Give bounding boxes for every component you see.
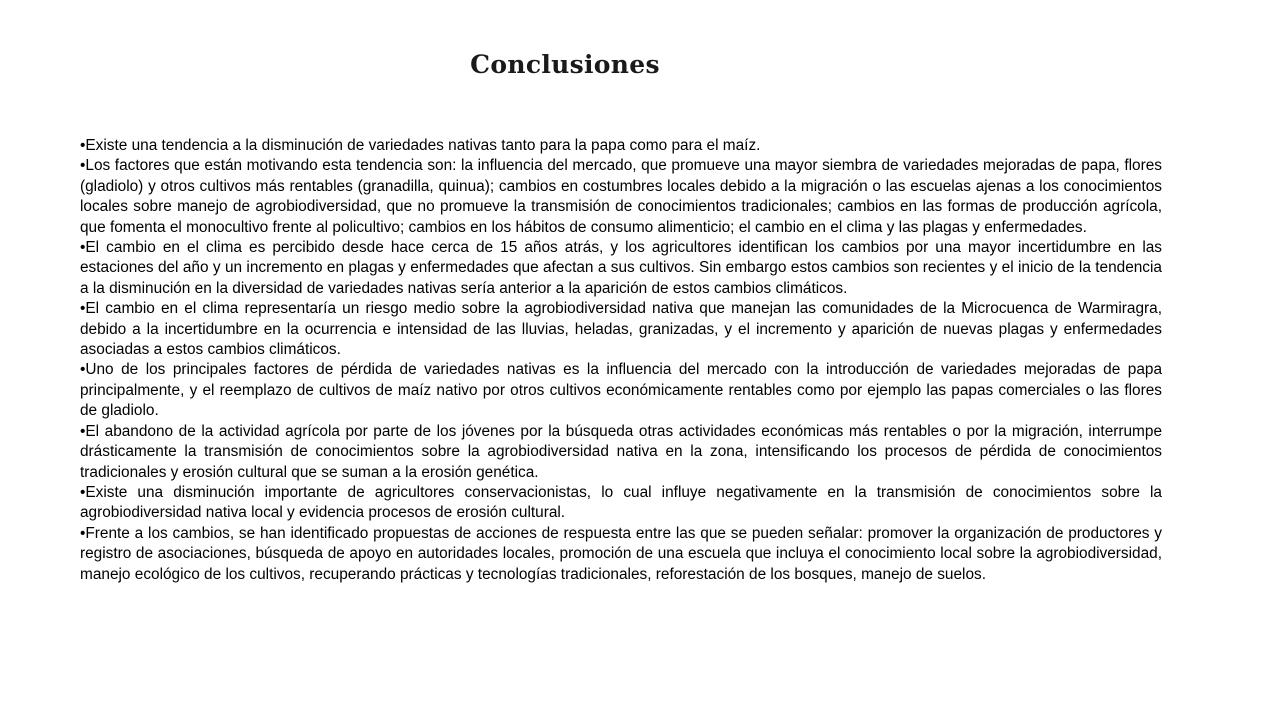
list-item: •El cambio en el clima representaría un riesgo medio sobre la agrobiodiversidad nativa que manejan las comunidades de la Microcuenca de Warmiragra, debido a la incertidumbre en la ocurrencia e intensidad de las lluvias, heladas, granizadas, y el incremento y aparición de nuevas plagas y enfermedades asociadas a estos cambios climáticos. (80, 300, 1162, 359)
list-item: •Existe una disminución importante de agricultores conservacionistas, lo cual influye negativamente en la transmisión de conocimientos sobre la agrobiodiversidad nativa local y evidencia procesos de erosión cultural. (80, 483, 1162, 522)
conclusions-list (80, 136, 1162, 585)
slide-title: Conclusiones (470, 50, 660, 79)
list-item: •Existe una tendencia a la disminución de variedades nativas tanto para la papa como para el maíz. (80, 137, 761, 154)
list-item: •Frente a los cambios, se han identificado propuestas de acciones de respuesta entre las que se pueden señalar: promover la organización de productores y registro de asociaciones, búsqueda de apoyo en autoridades locales, promoción de una escuela que incluya el conocimiento local sobre la agrobiodiversidad, manejo ecológico de los cultivos, recuperando prácticas y tecnologías tradicionales, reforestación de los bosques, manejo de suelos. (80, 524, 1162, 583)
list-item: •Uno de los principales factores de pérdida de variedades nativas es la influencia del mercado con la introducción de variedades mejoradas de papa principalmente, y el reemplazo de cultivos de maíz nativo por otros cultivos económicamente rentables como por ejemplo las papas comerciales o las flores de gladiolo. (80, 361, 1162, 420)
list-item: •El abandono de la actividad agrícola por parte de los jóvenes por la búsqueda otras actividades económicas más rentables o por la migración, interrumpe drásticamente la transmisión de conocimientos sobre la agrobiodiversidad nativa en la zona, intensificando los procesos de pérdida de conocimientos tradicionales y erosión cultural que se suman a la erosión genética. (80, 422, 1162, 481)
list-item: •El cambio en el clima es percibido desde hace cerca de 15 años atrás, y los agricultores identifican los cambios por una mayor incertidumbre en las estaciones del año y un incremento en plagas y enfermedades que afectan a sus cultivos. Sin embargo estos cambios son recientes y el inicio de la tendencia a la disminución en la diversidad de variedades nativas sería anterior a la aparición de estos cambios climáticos. (80, 239, 1162, 297)
list-item: •Los factores que están motivando esta tendencia son: la influencia del mercado, que promueve una mayor siembra de variedades mejoradas de papa, flores (gladiolo) y otros cultivos más rentables (granadilla, quinua); cambios en costumbres locales debido a la migración o las escuelas ajenas a los conocimientos locales sobre manejo de agrobiodiversidad, que no promueve la transmisión de conocimientos tradicionales; cambios en las formas de producción agrícola, que fomenta el monocultivo frente al policultivo; cambios en los hábitos de consumo alimenticio; el cambio en el clima y las plagas y enfermedades. (80, 157, 1162, 236)
